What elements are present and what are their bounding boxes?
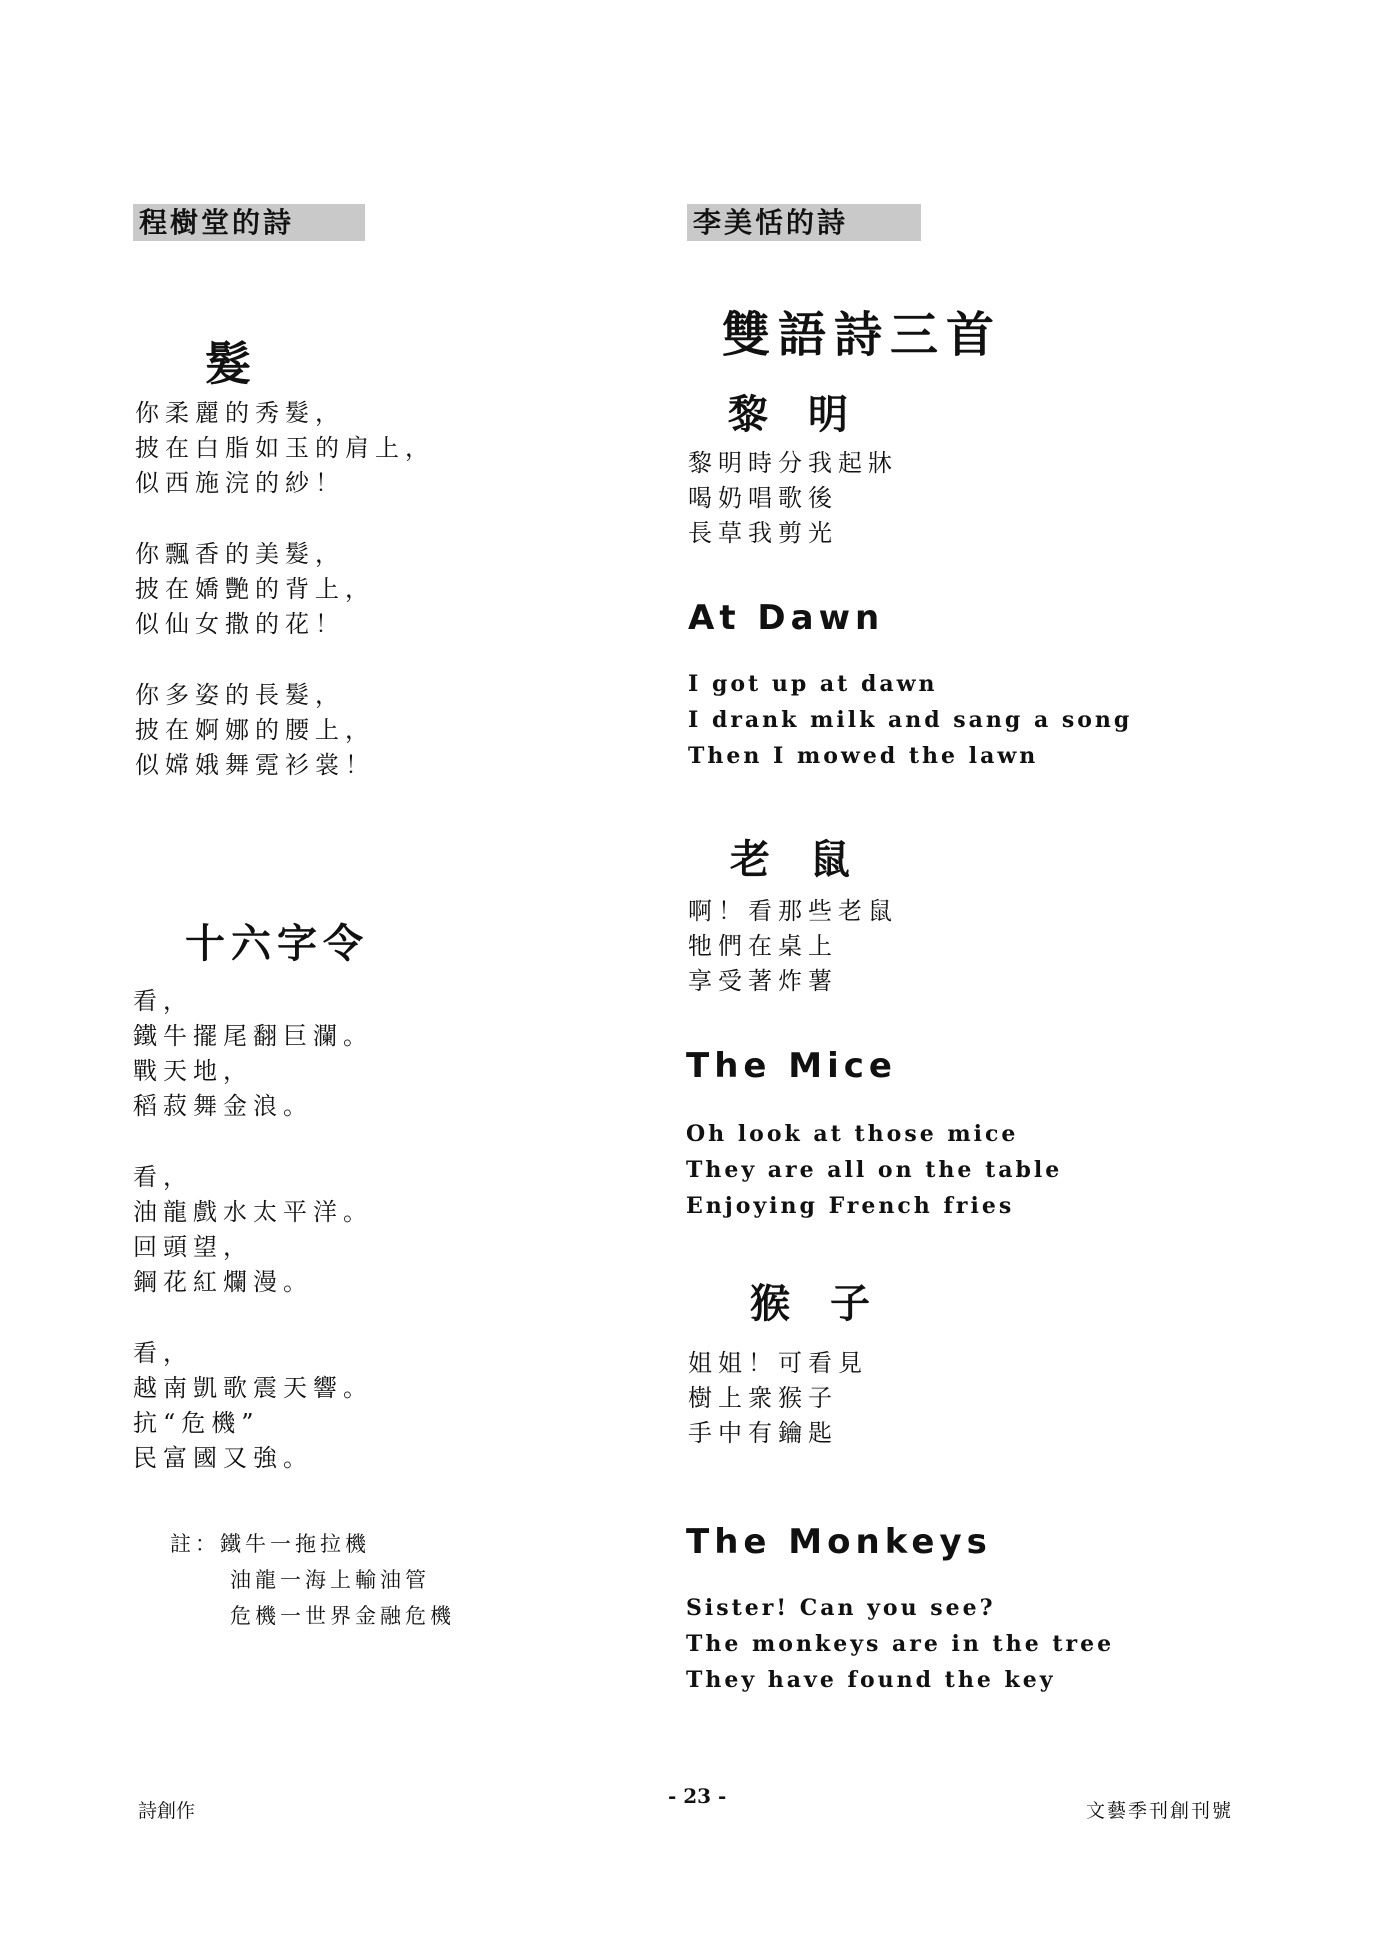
- poem-line: 你飄香的美髮，: [135, 540, 345, 568]
- poem-line: 稻菽舞金浪。: [133, 1092, 313, 1120]
- poem-monkeys-zh-body: [688, 1346, 868, 1451]
- footnote-line: 危機一世界金融危機: [230, 1604, 455, 1628]
- poem-line: Sister! Can you see?: [686, 1595, 996, 1621]
- stanza: [135, 537, 435, 642]
- poem-title-mice-zh: 老 鼠: [730, 836, 850, 883]
- poem-title-dawn-en: At Dawn: [688, 598, 885, 638]
- poem-title-dawn-zh: 黎 明: [728, 391, 848, 438]
- poem-line: 手中有鑰匙: [688, 1419, 838, 1447]
- page-number: - 23 -: [668, 1784, 727, 1808]
- footer-section-label: 詩創作: [138, 1800, 196, 1822]
- poem-line: 姐姐！可看見: [688, 1349, 868, 1377]
- author-heading-left: 程樹堂的詩: [133, 204, 365, 241]
- poem-mice-zh-body: [688, 894, 898, 999]
- footnote-line: 油龍一海上輸油管: [230, 1568, 430, 1592]
- poem-title-mice-en: The Mice: [686, 1046, 897, 1086]
- poem-line: 油龍戲水太平洋。: [133, 1198, 373, 1226]
- poem-line: 披在白脂如玉的肩上，: [135, 434, 435, 462]
- poem-line: 黎明時分我起牀: [688, 449, 898, 477]
- poem-title-hair: 髮: [205, 337, 251, 391]
- stanza: [133, 1160, 373, 1300]
- author-heading-right: 李美恬的詩: [687, 204, 921, 241]
- poem-dawn-zh-body: [688, 446, 898, 551]
- poem-line: 似嫦娥舞霓衫裳！: [135, 751, 375, 779]
- poem-mice-en-body: [686, 1116, 1062, 1224]
- poem-line: 越南凱歌震天響。: [133, 1374, 373, 1402]
- poem-line: 披在嬌艷的背上，: [135, 575, 375, 603]
- poem-line: 看，: [133, 1339, 193, 1367]
- poem-title-monkeys-en: The Monkeys: [686, 1522, 992, 1562]
- poem-line: 看，: [133, 1163, 193, 1191]
- poem-line: 長草我剪光: [688, 519, 838, 547]
- poem-line: 民富國又強。: [133, 1444, 313, 1472]
- poem-line: 回頭望，: [133, 1233, 253, 1261]
- poem-dawn-en-body: [688, 666, 1132, 774]
- poem-line: 牠們在桌上: [688, 932, 838, 960]
- poem-title-monkeys-zh: 猴 子: [750, 1280, 870, 1327]
- poem-title-sixteen-char: 十六字令: [185, 920, 369, 967]
- poem-line: 鐵牛擺尾翻巨瀾。: [133, 1022, 373, 1050]
- poem-line: The monkeys are in the tree: [686, 1631, 1115, 1657]
- poem-line: 披在婀娜的腰上，: [135, 716, 375, 744]
- collection-title: 雙語詩三首: [722, 307, 1003, 363]
- poem-monkeys-en-body: [686, 1590, 1114, 1698]
- poem-sixteen-char-body: [133, 984, 373, 1512]
- poem-hair-body: [135, 396, 435, 819]
- poem-line: 喝奶唱歌後: [688, 484, 838, 512]
- poem-line: 你柔麗的秀髮，: [135, 399, 345, 427]
- stanza: [135, 396, 435, 501]
- poem-line: 戰天地，: [133, 1057, 253, 1085]
- footnote: [170, 1526, 455, 1634]
- poem-line: 似西施浣的紗！: [135, 469, 345, 497]
- poem-line: They are all on the table: [686, 1157, 1063, 1183]
- poem-line: 似仙女撒的花！: [135, 610, 345, 638]
- poem-line: Then I mowed the lawn: [688, 743, 1039, 769]
- footnote-line: 註：鐵牛一拖拉機: [170, 1532, 370, 1556]
- poem-line: 鋼花紅爛漫。: [133, 1268, 313, 1296]
- poem-line: 看，: [133, 987, 193, 1015]
- poem-line: 你多姿的長髮，: [135, 681, 345, 709]
- poem-line: Enjoying French fries: [686, 1193, 1015, 1219]
- poem-line: 啊！看那些老鼠: [688, 897, 898, 925]
- stanza: [133, 1336, 373, 1476]
- poem-line: 樹上衆猴子: [688, 1384, 838, 1412]
- stanza: [135, 678, 435, 783]
- poem-line: Oh look at those mice: [686, 1121, 1019, 1147]
- poem-line: I got up at dawn: [688, 671, 938, 697]
- footer-publication-title: 文藝季刊創刊號: [1086, 1800, 1234, 1822]
- poem-line: 抗“危機”: [133, 1409, 260, 1437]
- poem-line: They have found the key: [686, 1667, 1056, 1693]
- poem-line: I drank milk and sang a song: [688, 707, 1133, 733]
- poem-line: 享受著炸薯: [688, 967, 838, 995]
- stanza: [133, 984, 373, 1124]
